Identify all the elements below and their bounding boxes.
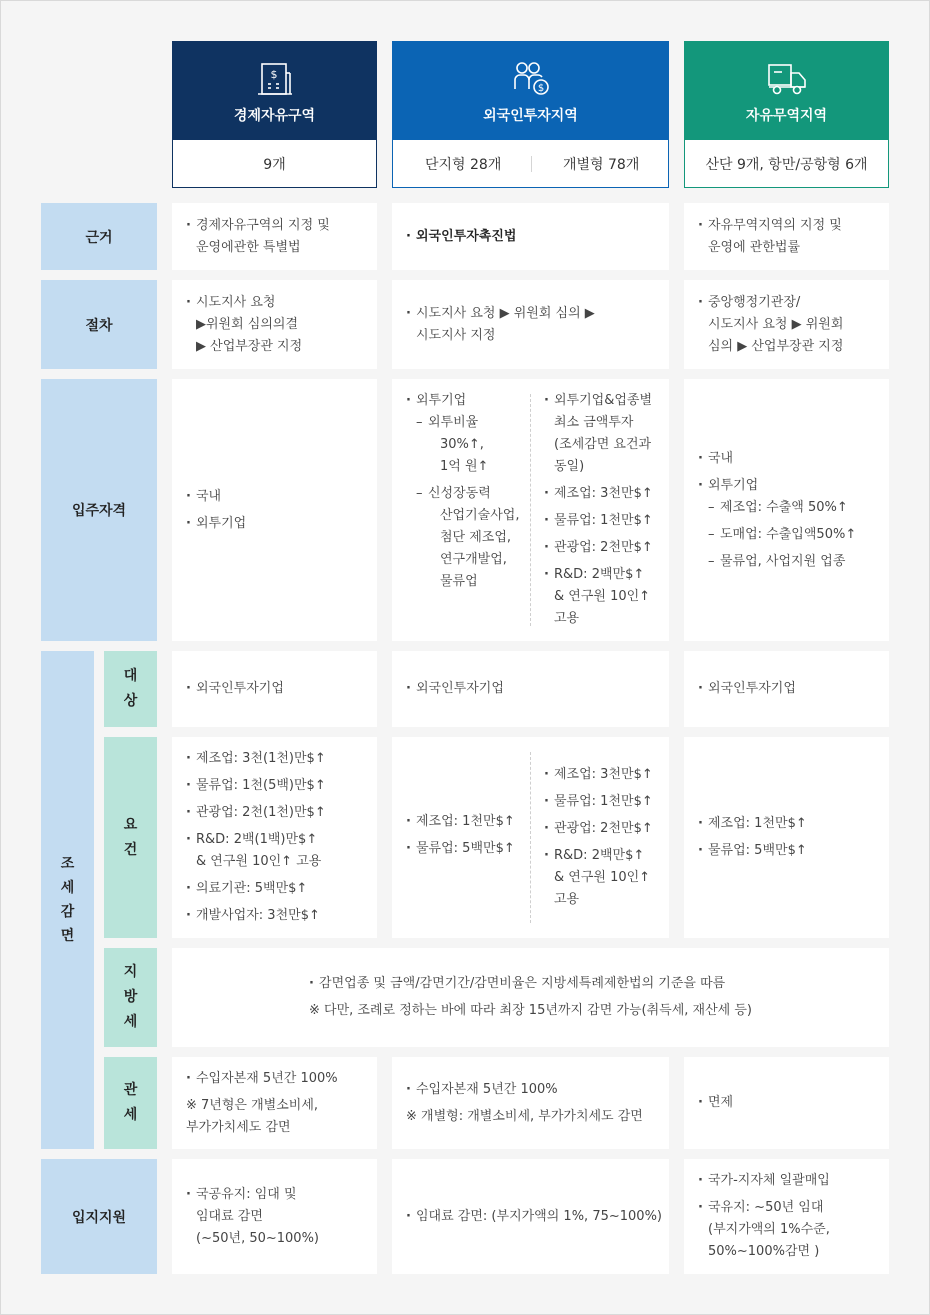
label-char: 세 <box>123 1014 138 1030</box>
text-line: (부지가액의 1%수준, <box>708 1222 830 1237</box>
bullet-line: · 외국인투자기업 <box>186 678 377 700</box>
text-line: 시도지사 지정 <box>416 327 496 343</box>
bullet-line: · 국유지: ~50년 임대 <box>698 1197 889 1219</box>
bullet-line: · 물류업: 5백만$↑ <box>406 838 526 860</box>
bullet-line: · 외투기업 <box>186 513 377 535</box>
dashed-divider <box>530 752 531 923</box>
foreign-investment-zone-count <box>392 140 669 188</box>
bullet-line: · R&D: 2백만$↑ <box>544 845 664 867</box>
row-label-qualification: 입주자격 <box>41 379 157 641</box>
bullet-line: · 경제자유구역의 지정 및 <box>186 215 377 237</box>
column-title: 자유무역지역 <box>745 108 828 124</box>
bullet-line: · 외투기업 <box>406 390 526 412</box>
text-line: 50%~100%감면 ) <box>708 1244 820 1259</box>
text-line: 고용 <box>554 611 580 626</box>
row-label-basis: 근거 <box>41 203 157 270</box>
label-char: 세 <box>60 880 75 896</box>
bullet-line: · 중앙행정기관장/ <box>698 292 889 314</box>
text-line: ▶ 산업부장관 지정 <box>196 338 303 354</box>
bullet-line: · 관광업: 2천만$↑ <box>544 818 664 840</box>
basis-free-trade-zone <box>684 203 889 270</box>
text-line: & 연구원 10인↑ 고용 <box>196 854 322 869</box>
bullet-line: · 물류업: 1천(5백)만$↑ <box>186 775 377 797</box>
text-line: 운영에관한 특별법 <box>196 239 301 255</box>
bullet-line: · 관광업: 2천(1천)만$↑ <box>186 802 377 824</box>
dash-line: – 도매업: 수출입액50%↑ <box>698 524 889 546</box>
row-label-procedure: 절차 <box>41 280 157 369</box>
text-line: 운영에 관한법률 <box>708 239 801 255</box>
header-free-trade-zone <box>684 41 889 140</box>
requirement-complex-type <box>406 811 526 860</box>
target-foreign-investment-zone <box>392 651 669 727</box>
row-label-site-support: 입지지원 <box>41 1159 157 1274</box>
header-free-economic-zone <box>172 41 377 140</box>
individual-type-count: 개별형 78개 <box>563 157 640 173</box>
label-char: 지 <box>123 964 138 980</box>
text-line: (조세감면 요건과 <box>554 437 652 452</box>
column-title: 경제자유구역 <box>233 108 316 124</box>
procedure-free-trade-zone <box>684 280 889 369</box>
bullet-line: · 외국인투자촉진법 <box>406 226 669 248</box>
text-line: ※ 개별형: 개별소비세, 부가가치세도 감면 <box>406 1108 643 1124</box>
requirement-individual-type <box>544 764 664 911</box>
text-line: ▶위원회 심의의결 <box>196 316 299 332</box>
qualification-complex-type <box>406 390 526 593</box>
bullet-line: · 수입자본재 5년간 100% <box>406 1079 669 1101</box>
text-line: 최소 금액투자 <box>554 415 634 430</box>
label-char: 세 <box>123 1107 138 1123</box>
bullet-line: · 물류업: 1천만$↑ <box>544 791 664 813</box>
text-line: 부가가치세도 감면 <box>186 1119 291 1135</box>
sub-label-target <box>104 651 157 727</box>
basis-free-economic-zone <box>172 203 377 270</box>
divider <box>531 156 532 172</box>
text-line: & 연구원 10인↑ <box>554 589 651 604</box>
text-line: 임대료 감면 <box>196 1208 263 1224</box>
label-char: 방 <box>123 989 138 1005</box>
bullet-line: · 외국인투자기업 <box>406 678 669 700</box>
dashed-divider <box>530 394 531 626</box>
text-line: 물류업 <box>440 574 478 589</box>
bullet-line: · 외투기업 <box>698 475 889 497</box>
text-line: 시도지사 요청 ▶ 위원회 <box>708 316 844 332</box>
text-line: 고용 <box>554 892 580 907</box>
text-line: 첨단 제조업, <box>440 530 512 545</box>
text-line: 동일) <box>554 459 585 474</box>
complex-type-count: 단지형 28개 <box>425 157 502 173</box>
bullet-line: · R&D: 2백만$↑ <box>544 564 664 586</box>
target-free-trade-zone <box>684 651 889 727</box>
label-char: 요 <box>123 816 138 833</box>
sub-label-customs <box>104 1057 157 1149</box>
bullet-line: · 제조업: 3천만$↑ <box>544 764 664 786</box>
text-line: 산업기술사업, <box>440 508 520 523</box>
text-line: & 연구원 10인↑ <box>554 870 651 885</box>
column-title: 외국인투자지역 <box>483 108 578 124</box>
row-label-tax-reduction <box>41 651 94 1149</box>
qualification-individual-type <box>544 390 664 630</box>
requirement-free-economic-zone <box>172 737 377 938</box>
label-char: 면 <box>60 928 75 944</box>
local-tax-all-zones <box>172 948 889 1047</box>
bullet-line: · 물류업: 5백만$↑ <box>698 840 889 862</box>
bullet-line: · 제조업: 3천(1천)만$↑ <box>186 748 377 770</box>
bullet-line: · 감면업종 및 금액/감면기간/감면비율은 지방세특례제한법의 기준을 따름 <box>309 973 752 995</box>
bullet-line: · 자유무역지역의 지정 및 <box>698 215 889 237</box>
bullet-line: · 임대료 감면: (부지가액의 1%, 75~100%) <box>406 1206 669 1228</box>
bullet-line: · 시도지사 요청 ▶ 위원회 심의 ▶ <box>406 303 669 325</box>
qualification-free-economic-zone <box>172 379 377 641</box>
text-line: 30%↑, <box>440 437 484 452</box>
customs-free-trade-zone <box>684 1057 889 1149</box>
qualification-free-trade-zone <box>684 379 889 641</box>
bullet-line: · 국가-지자체 일괄매입 <box>698 1170 889 1192</box>
site-free-economic-zone <box>172 1159 377 1274</box>
bullet-line: · 국공유지: 임대 및 <box>186 1184 377 1206</box>
bullet-line: · 수입자본재 5년간 100% <box>186 1068 377 1090</box>
bullet-line: · R&D: 2백(1백)만$↑ <box>186 829 377 851</box>
bullet-line: · 국내 <box>698 448 889 470</box>
bullet-line: · 국내 <box>186 486 377 508</box>
free-economic-zone-count: 9개 <box>172 140 377 188</box>
bullet-line: · 제조업: 3천만$↑ <box>544 483 664 505</box>
text-line: 1억 원↑ <box>440 459 489 474</box>
bullet-line: · 시도지사 요청 <box>186 292 377 314</box>
dash-line: – 물류업, 사업지원 업종 <box>698 551 889 573</box>
bullet-line: · 외투기업&업종별 <box>544 390 664 412</box>
requirement-foreign-investment-zone <box>392 737 669 938</box>
dash-line: – 제조업: 수출액 50%↑ <box>698 497 889 519</box>
sub-label-local-tax <box>104 948 157 1047</box>
label-char: 관 <box>123 1082 138 1098</box>
qualification-foreign-investment-zone <box>392 379 669 641</box>
text-line: 연구개발업, <box>440 552 507 567</box>
customs-foreign-investment-zone <box>392 1057 669 1149</box>
svg-text:$: $ <box>270 68 277 81</box>
basis-foreign-investment-zone <box>392 203 669 270</box>
customs-free-economic-zone <box>172 1057 377 1149</box>
label-char: 조 <box>60 856 75 872</box>
truck-icon <box>766 59 808 101</box>
label-char: 건 <box>123 841 138 858</box>
free-trade-zone-count: 산단 9개, 항만/공항형 6개 <box>684 140 889 188</box>
bullet-line: · 면제 <box>698 1092 889 1114</box>
site-free-trade-zone <box>684 1159 889 1274</box>
people-dollar-icon <box>510 59 552 101</box>
text-line: 심의 ▶ 산업부장관 지정 <box>708 338 844 354</box>
procedure-foreign-investment-zone <box>392 280 669 369</box>
bullet-line: · 관광업: 2천만$↑ <box>544 537 664 559</box>
text-line: ※ 다만, 조례로 정하는 바에 따라 최장 15년까지 감면 가능(취득세, 재산세 등) <box>309 1003 752 1018</box>
label-char: 대 <box>123 668 138 684</box>
site-foreign-investment-zone <box>392 1159 669 1274</box>
bullet-line: · 외국인투자기업 <box>698 678 889 700</box>
label-char: 감 <box>60 904 75 920</box>
requirement-free-trade-zone <box>684 737 889 938</box>
label-char: 상 <box>123 693 138 709</box>
bullet-line: · 제조업: 1천만$↑ <box>406 811 526 833</box>
text-line: ※ 7년형은 개별소비세, <box>186 1097 319 1113</box>
bullet-line: · 의료기관: 5백만$↑ <box>186 878 377 900</box>
procedure-free-economic-zone <box>172 280 377 369</box>
text-line: (~50년, 50~100%) <box>196 1230 320 1246</box>
bullet-line: · 제조업: 1천만$↑ <box>698 813 889 835</box>
dash-line: – 외투비율 <box>406 412 526 434</box>
sub-label-requirement <box>104 737 157 938</box>
header-foreign-investment-zone <box>392 41 669 140</box>
dash-line: – 신성장동력 <box>406 483 526 505</box>
bullet-line: · 물류업: 1천만$↑ <box>544 510 664 532</box>
building-dollar-icon <box>255 59 295 101</box>
bullet-line: · 개발사업자: 3천만$↑ <box>186 905 377 927</box>
svg-text:$: $ <box>537 83 544 94</box>
target-free-economic-zone <box>172 651 377 727</box>
